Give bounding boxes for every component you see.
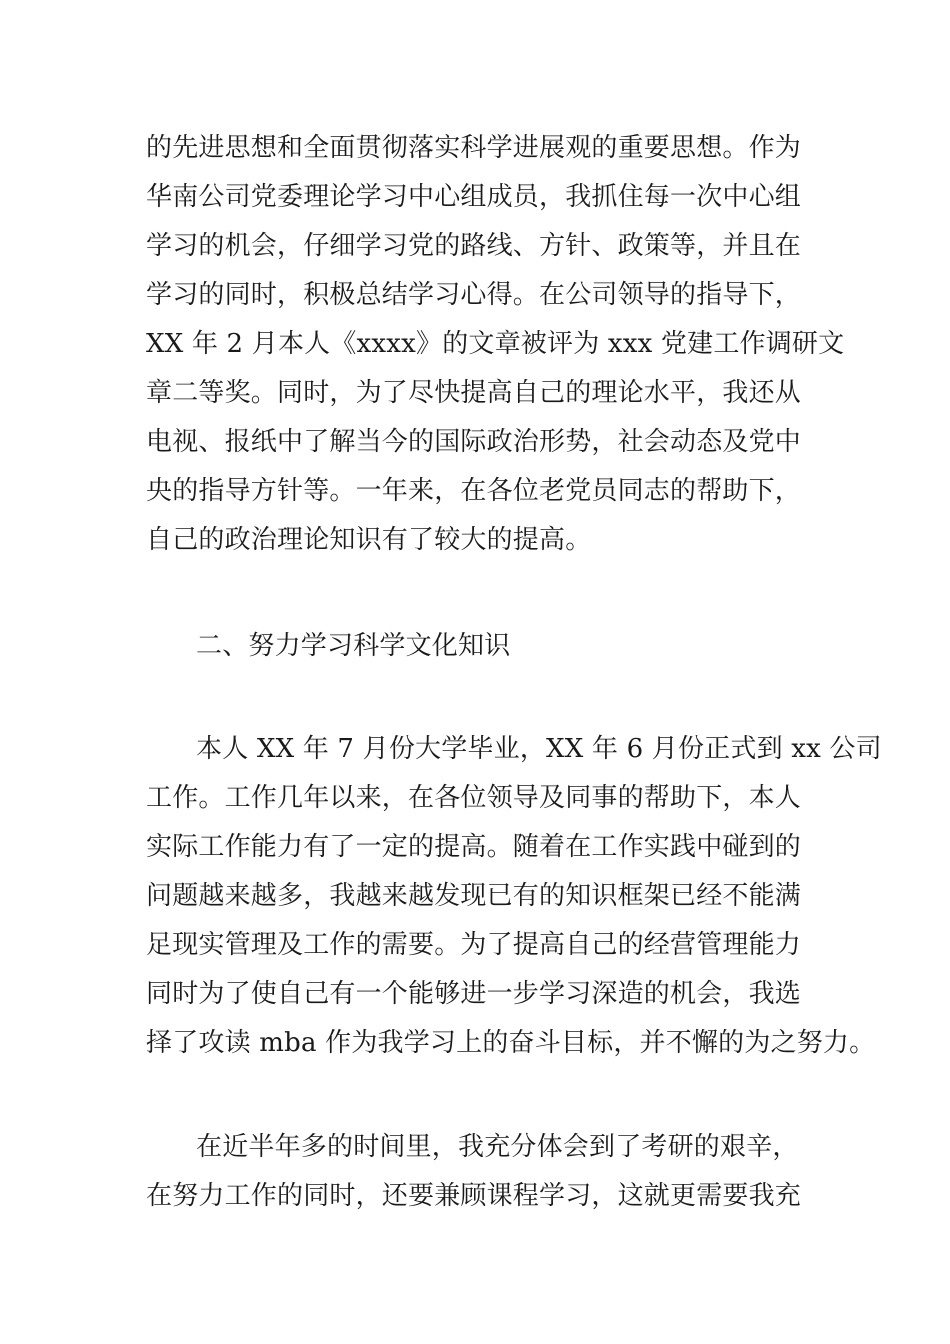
paragraph-2-line-2: 工作。工作几年以来，在各位领导及同事的帮助下，本人 — [146, 783, 802, 813]
paragraph-1-line-8: 央的指导方针等。一年来，在各位老党员同志的帮助下， — [146, 476, 802, 506]
paragraph-2-line-6: 同时为了使自己有一个能够进一步学习深造的机会，我选 — [146, 979, 802, 1009]
paragraph-1-line-3: 学习的机会，仔细学习党的路线、方针、政策等，并且在 — [146, 231, 802, 261]
paragraph-3-line-1: 在近半年多的时间里，我充分体会到了考研的艰辛， — [196, 1132, 799, 1162]
paragraph-1-line-2: 华南公司党委理论学习中心组成员，我抓住每一次中心组 — [146, 182, 802, 212]
paragraph-2-line-4: 问题越来越多，我越来越发现已有的知识框架已经不能满 — [146, 881, 802, 911]
paragraph-2-line-5: 足现实管理及工作的需要。为了提高自己的经营管理能力 — [146, 930, 802, 960]
paragraph-3-line-2: 在努力工作的同时，还要兼顾课程学习，这就更需要我充 — [146, 1181, 802, 1211]
paragraph-1-line-5: XX 年 2 月本人《xxxx》的文章被评为 xxx 党建工作调研文 — [146, 329, 845, 359]
paragraph-1-line-4: 学习的同时，积极总结学习心得。在公司领导的指导下， — [146, 280, 802, 310]
paragraph-2-line-7: 择了攻读 mba 作为我学习上的奋斗目标，并不懈的为之努力。 — [146, 1028, 876, 1058]
paragraph-1-line-9: 自己的政治理论知识有了较大的提高。 — [146, 525, 592, 555]
paragraph-2-line-3: 实际工作能力有了一定的提高。随着在工作实践中碰到的 — [146, 832, 802, 862]
paragraph-2-line-1: 本人 XX 年 7 月份大学毕业，XX 年 6 月份正式到 xx 公司 — [196, 734, 882, 764]
paragraph-1-line-7: 电视、报纸中了解当今的国际政治形势，社会动态及党中 — [146, 427, 802, 457]
paragraph-1-line-6: 章二等奖。同时，为了尽快提高自己的理论水平，我还从 — [146, 378, 802, 408]
section-heading: 二、努力学习科学文化知识 — [196, 631, 511, 661]
paragraph-1-line-1: 的先进思想和全面贯彻落实科学进展观的重要思想。作为 — [146, 133, 802, 163]
